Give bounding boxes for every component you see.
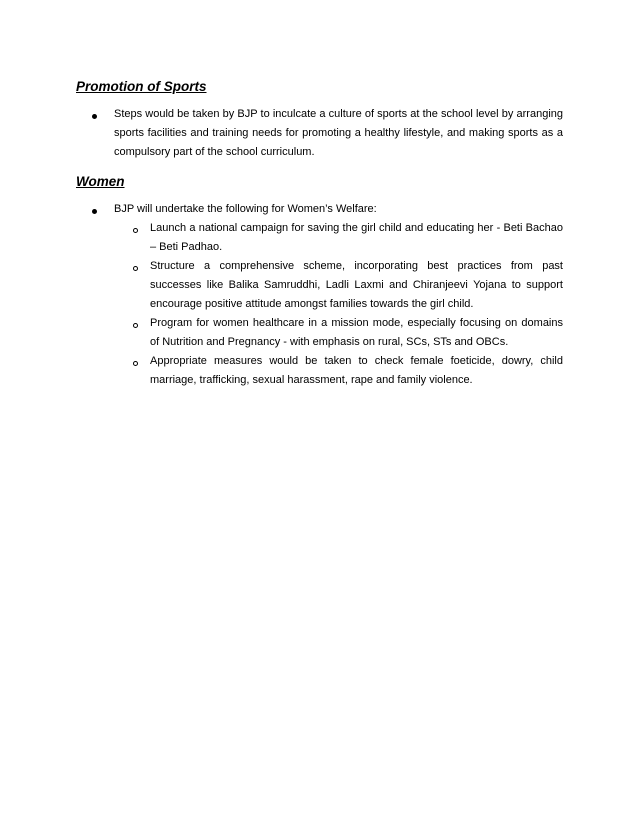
bullet-text-women: BJP will undertake the following for Women’s Welfare: (114, 203, 377, 215)
sub-item-text: Program for women healthcare in a mission mode, especially focusing on domains of Nutrition and Pregnancy - with emphasis on rural, SCs, STs and OBCs. (150, 317, 563, 348)
sub-item-text: Appropriate measures would be taken to check female foeticide, dowry, child marriage, trafficking, sexual harassment, rape and family violence. (150, 355, 563, 386)
circle-bullet-icon (133, 361, 138, 366)
sub-item-text: Structure a comprehensive scheme, incorporating best practices from past successes like Balika Samruddhi, Ladli Laxmi and Chiranjeevi Yojana to support encourage positive attitude amongst families towards the girl child. (150, 260, 563, 310)
bullet-icon (92, 209, 97, 214)
bullet-text-sports: Steps would be taken by BJP to inculcate a culture of sports at the school level by arranging sports facilities and training needs for promoting a healthy lifestyle, and making sports as a compulsory part of the school curriculum. (114, 108, 563, 158)
circle-bullet-icon (133, 323, 138, 328)
circle-bullet-icon (133, 228, 138, 233)
bullet-icon (92, 114, 97, 119)
section-heading-women: Women (76, 174, 125, 189)
circle-bullet-icon (133, 266, 138, 271)
section-heading-sports: Promotion of Sports (76, 79, 207, 94)
sub-item-text: Launch a national campaign for saving the girl child and educating her - Beti Bachao – Beti Padhao. (150, 222, 563, 253)
